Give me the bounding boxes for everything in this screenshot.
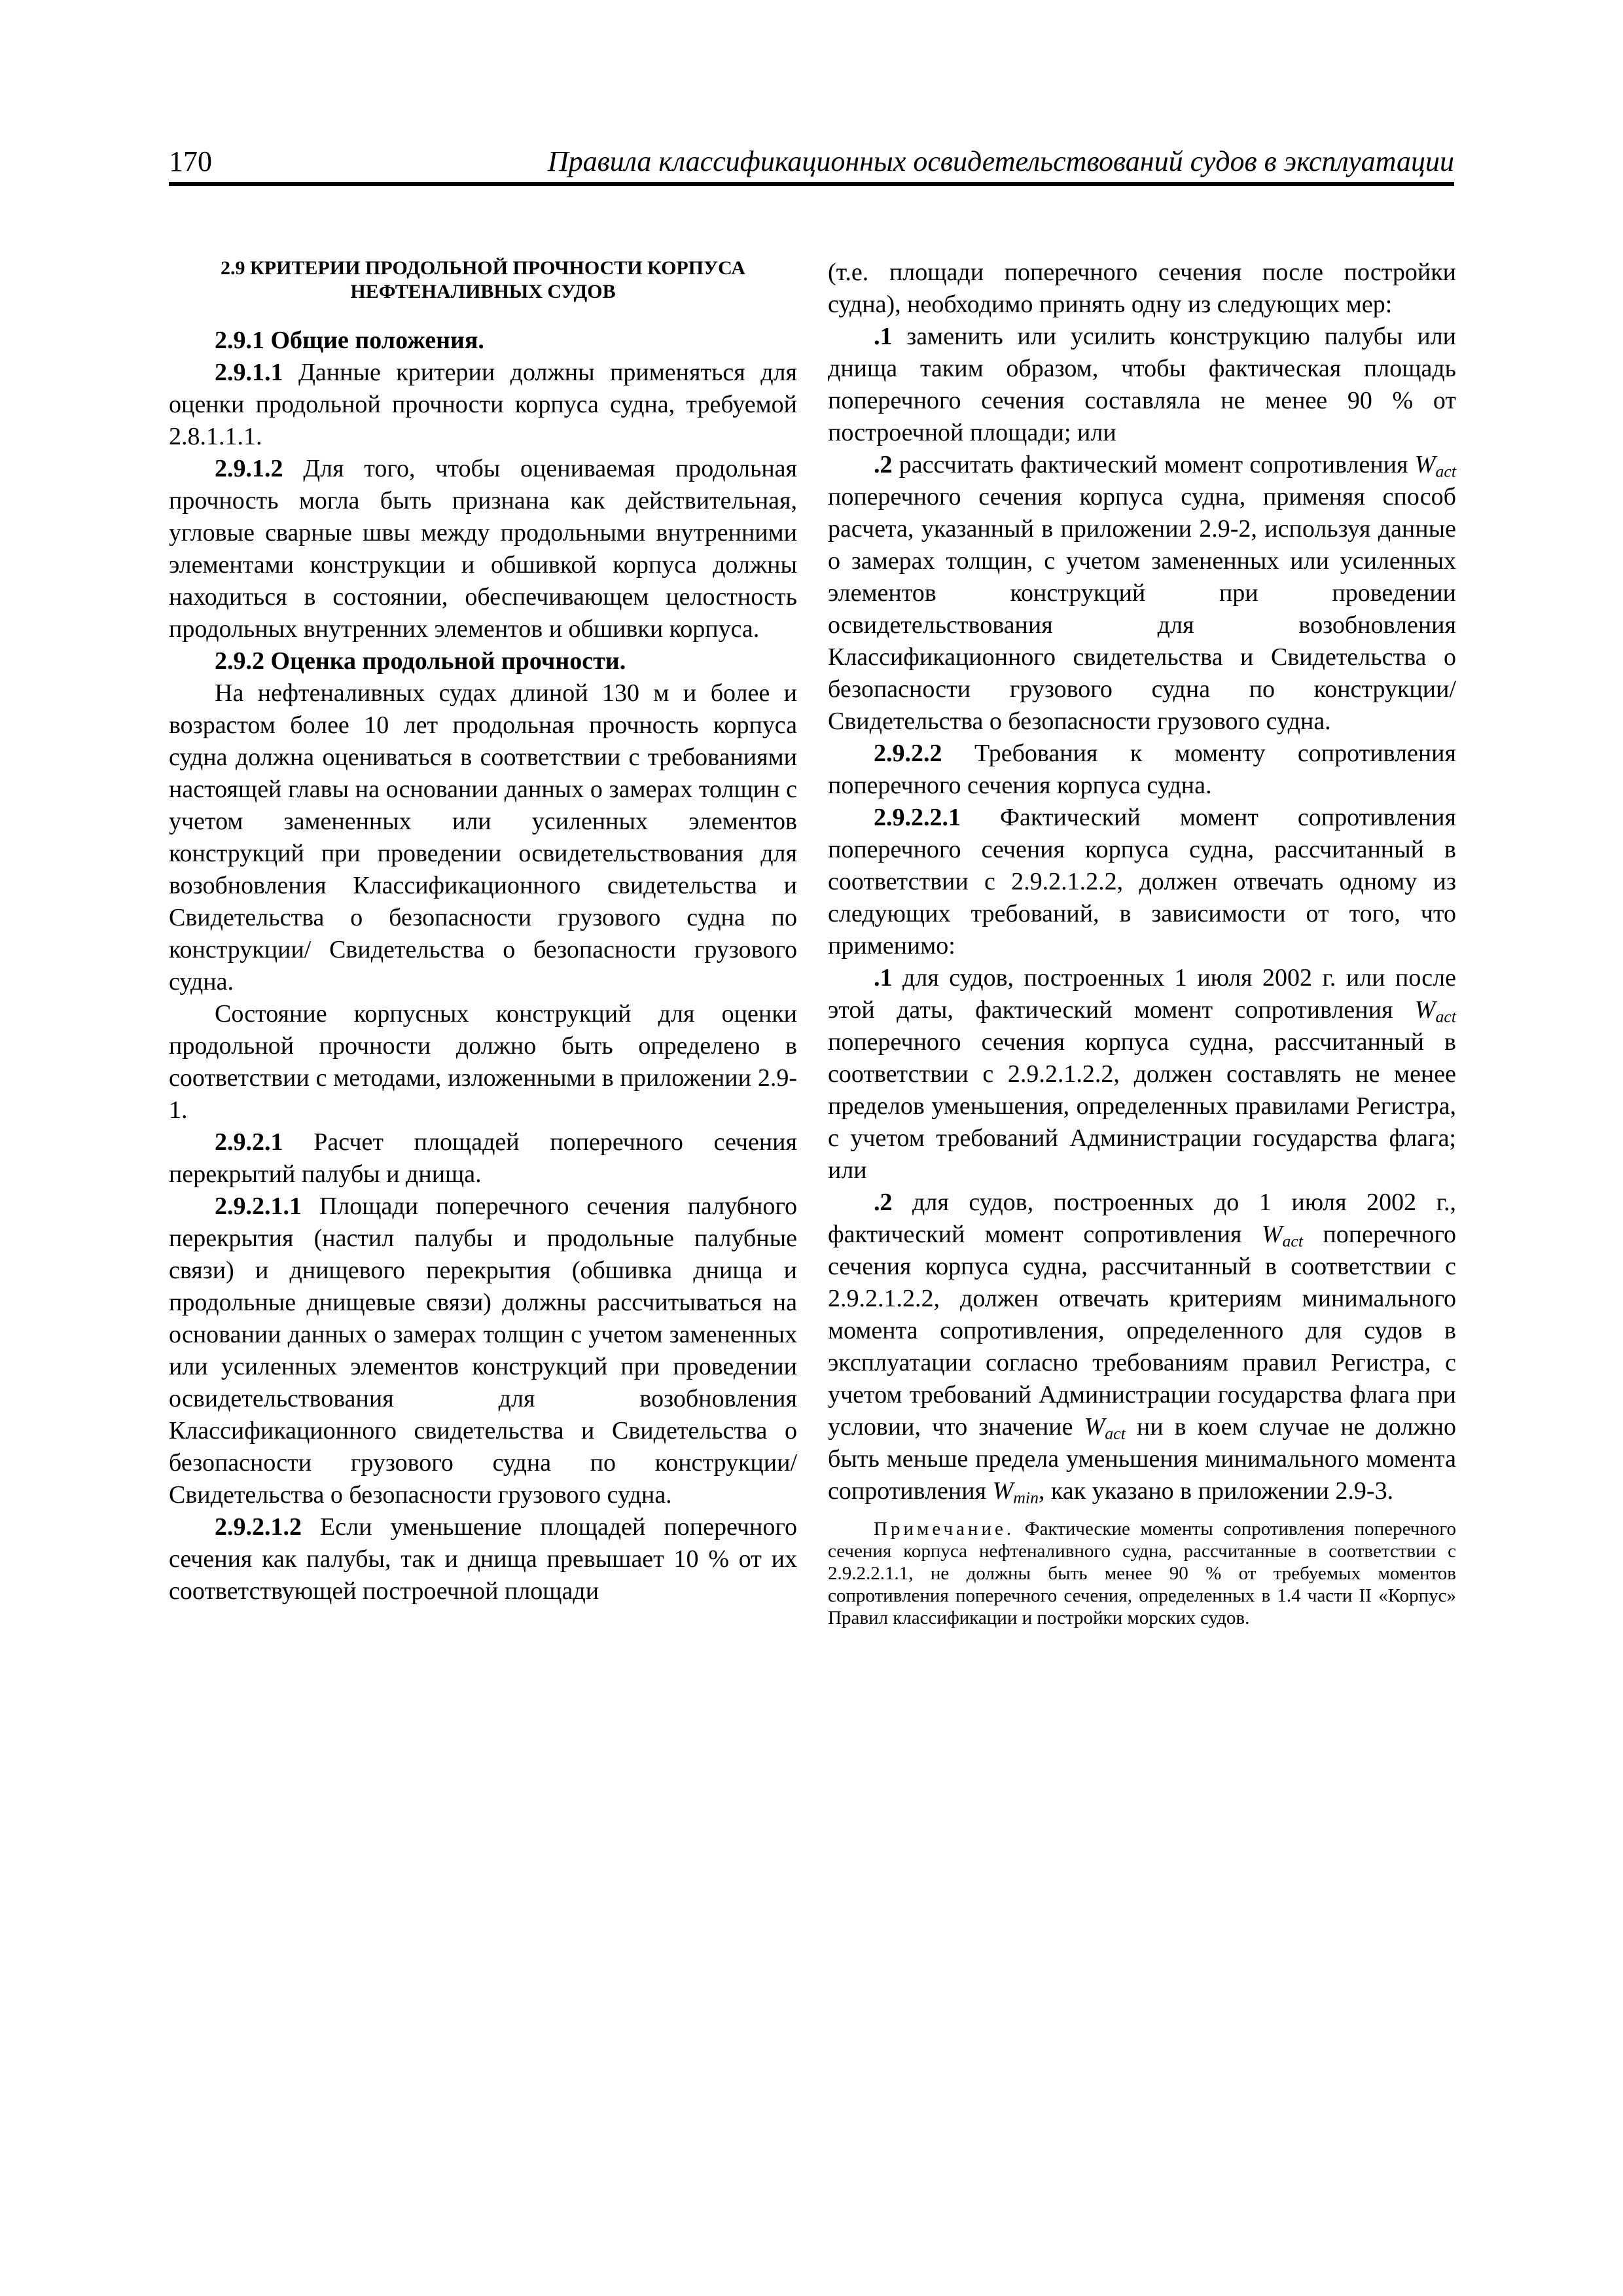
measure-1 <box>828 321 1456 449</box>
item-number: .2 <box>874 1189 893 1216</box>
clause-number: 2.9.2.1 <box>215 1128 283 1156</box>
item-text: ни в коем случае не должно быть меньше предела уменьшения минимального момента сопротивления <box>828 1413 1456 1505</box>
running-title: Правила классификационных освидетельствований судов в эксплуатации <box>547 145 1454 177</box>
section-title-line1: 2.9 КРИТЕРИИ ПРОДОЛЬНОЙ ПРОЧНОСТИ КОРПУСА <box>221 257 745 279</box>
subsection-heading-2-9-1 <box>169 325 797 357</box>
clause-text: Требования к моменту сопротивления поперечного сечения корпуса судна. <box>828 740 1456 799</box>
note-text: Фактические моменты сопротивления поперечного сечения корпуса нефтеналивного судна, рассчитанные в соответствии с 2.9.2.2.1.1, не должны быть менее 90 % от требуемых моментов сопротивления поперечного сечения, определенных в 1.4 части II «Корпус» Правил классификации и постройки морских судов. <box>828 1518 1456 1628</box>
note <box>828 1518 1456 1629</box>
item-text: , как указано в приложении 2.9-3. <box>1038 1477 1394 1505</box>
paragraph-continuation: (т.е. площади поперечного сечения после постройки судна), необходимо принять одну из следующих мер: <box>828 259 1456 318</box>
section-title-line2: НЕФТЕНАЛИВНЫХ СУДОВ <box>350 281 616 302</box>
requirement-2 <box>828 1187 1456 1507</box>
requirement-1 <box>828 962 1456 1187</box>
clause-text: Данные критерии должны применяться для оценки продольной прочности корпуса судна, требуемой 2.8.1.1.1. <box>169 359 797 450</box>
clause-text: Если уменьшение площадей поперечного сечения как палубы, так и днища превышает 10 % от их соответствующей построечной площади <box>169 1513 797 1605</box>
item-number: .1 <box>874 323 893 350</box>
item-text: поперечного сечения корпуса судна, применяя способ расчета, указанный в приложении 2.9-2, используя данные о замерах толщин, с учетом замененных или усиленных элементов конструкций при проведении освидетельствования для возобновления Классификационного свидетельства и Свидетельства о безопасности грузового судна по конструкции/Свидетельства о безопасности грузового судна. <box>828 483 1456 735</box>
heading-text: 2.9.2 Оценка продольной прочности. <box>215 647 626 675</box>
left-column <box>169 257 797 1607</box>
measure-2 <box>828 449 1456 738</box>
item-text: поперечного сечения корпуса судна, рассчитанный в соответствии с 2.9.2.1.2.2, должен составлять не менее пределов уменьшения, определенных правилами Регистра, с учетом требований Администрации государства флага; или <box>828 1028 1456 1184</box>
paragraph-2-9-1-1 <box>169 357 797 453</box>
note-label: Примечание. <box>874 1518 1015 1539</box>
page-number: 170 <box>169 145 212 177</box>
clause-number: 2.9.1.2 <box>215 455 283 482</box>
clause-text: Фактический момент сопротивления поперечного сечения корпуса судна, рассчитанный в соответствии с 2.9.2.1.2.2, должен отвечать одному из следующих требований, в зависимости от того, что применимо: <box>828 804 1456 960</box>
paragraph-2-9-2-2-1 <box>828 802 1456 962</box>
item-text: поперечного сечения корпуса судна, рассчитанный в соответствии с 2.9.2.1.2.2, должен отвечать критериям минимального момента сопротивления, определенного для судов в эксплуатации согласно требованиям правил Регистра, с учетом требований Администрации государства флага при условии, что значение <box>828 1221 1456 1441</box>
symbol-w-act: $W_{act}$ <box>1261 1221 1304 1251</box>
clause-number: 2.9.1.1 <box>215 359 283 386</box>
clause-number: 2.9.2.2 <box>874 740 942 767</box>
clause-number: 2.9.2.1.2 <box>215 1513 302 1541</box>
right-column <box>828 257 1456 1629</box>
symbol-w-min: $W_{min}$ <box>992 1477 1039 1507</box>
item-number: .1 <box>874 964 893 992</box>
clause-text: Расчет площадей поперечного сечения перекрытий палубы и днища. <box>169 1128 797 1188</box>
paragraph-2-9-2-condition: Состояние корпусных конструкций для оценки продольной прочности должно быть определено в соответствии с методами, изложенными в приложении 2.9-1. <box>169 1000 797 1124</box>
paragraph-2-9-2-1 <box>169 1126 797 1191</box>
item-number: .2 <box>874 451 893 478</box>
heading-text: 2.9.1 Общие положения. <box>215 327 484 354</box>
symbol-w-act: $W_{act}$ <box>1414 996 1456 1026</box>
item-text: заменить или усилить конструкцию палубы или днища таким образом, чтобы фактическая площадь поперечного сечения составляла не менее 90 % от построечной площади; или <box>828 323 1456 446</box>
clause-text: Площади поперечного сечения палубного перекрытия (настил палубы и продольные палубные связи) и днищевого перекрытия (обшивка днища и продольные днищевые связи) должны рассчитываться на основании данных о замерах толщин с учетом замененных или усиленных элементов конструкций при проведении освидетельствования для возобновления Классификационного свидетельства и Свидетельства о безопасности грузового судна по конструкции/ Свидетельства о безопасности грузового судна. <box>169 1193 797 1509</box>
page-header <box>169 145 1454 186</box>
paragraph-2-9-2-1-1 <box>169 1191 797 1511</box>
symbol-w-act: $W_{act}$ <box>1084 1413 1126 1443</box>
clause-text: Для того, чтобы оцениваемая продольная прочность могла быть признана как действительная, угловые сварные швы между продольными внутренними элементами конструкции и обшивкой корпуса должны находиться в состоянии, обеспечивающем целостность продольных внутренних элементов и обшивки корпуса. <box>169 455 797 643</box>
subsection-heading-2-9-2 <box>169 645 797 677</box>
clause-number: 2.9.2.2.1 <box>874 804 961 831</box>
section-title <box>169 257 797 304</box>
item-text: для судов, построенных 1 июля 2002 г. или после этой даты, фактический момент сопротивления <box>828 964 1456 1024</box>
paragraph-2-9-2-intro: На нефтеналивных судах длиной 130 м и более и возрастом более 10 лет продольная прочность корпуса судна должна оцениваться в соответствии с требованиями настоящей главы на основании данных о замерах толщин с учетом замененных или усиленных элементов конструкций при проведении освидетельствования для возобновления Классификационного свидетельства и Свидетельства о безопасности грузового судна по конструкции/ Свидетельства о безопасности грузового судна. <box>169 679 797 996</box>
item-text: рассчитать фактический момент сопротивления <box>892 451 1415 478</box>
clause-number: 2.9.2.1.1 <box>215 1193 302 1220</box>
item-text: для судов, построенных до 1 июля 2002 г., фактический момент сопротивления <box>828 1189 1456 1248</box>
symbol-w-act: $W_{act}$ <box>1414 451 1456 481</box>
paragraph-2-9-2-1-2 <box>169 1511 797 1607</box>
paragraph-2-9-1-2 <box>169 453 797 645</box>
paragraph-2-9-2-2 <box>828 738 1456 802</box>
